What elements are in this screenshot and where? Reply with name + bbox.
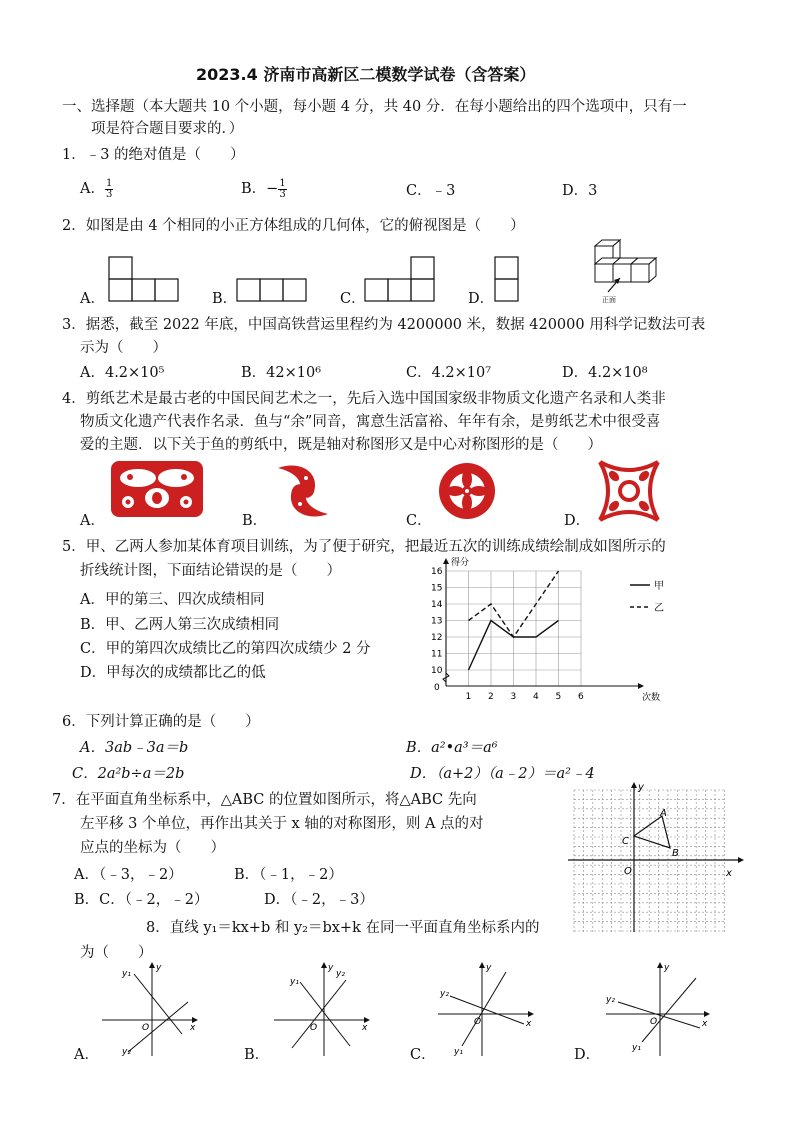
- q7-coordinate-grid: [566, 780, 746, 940]
- q3-option-b: B．42×10⁶: [241, 365, 322, 381]
- q1-b-fraction: [278, 179, 286, 200]
- q8-d-y-label: y: [664, 963, 670, 973]
- page-title: 2023.4 济南市高新区二模数学试卷（含答案）: [196, 65, 536, 84]
- q5-y-tick-label: 15: [431, 583, 443, 594]
- q8-b-y-label: y: [328, 963, 334, 973]
- q4-papercut-b: [270, 458, 336, 524]
- q8-option-d: D．: [574, 1047, 601, 1063]
- q6-option-a: A．3ab﹣3a＝b: [80, 740, 189, 756]
- q7-option-d: D．（﹣2，﹣3）: [264, 892, 374, 908]
- q8-a-y2-label: y₂: [122, 1047, 131, 1057]
- q1-option-c: C．﹣3: [406, 183, 456, 199]
- q7-option-c: B．C．（﹣2，﹣2）: [74, 892, 209, 908]
- q5-option-b: B．甲、乙两人第三次成绩相同: [80, 617, 280, 633]
- q4-option-b: B．: [242, 513, 268, 529]
- q2-option-d: D．: [468, 291, 495, 307]
- q5-legend-label: 甲: [654, 581, 664, 592]
- q7-label-x: x: [726, 868, 732, 879]
- q2-front-label: 正面: [602, 296, 616, 304]
- q8-c-y-label: y: [486, 963, 492, 973]
- q1-stem: 1．﹣3 的绝对值是（ ）: [62, 147, 245, 163]
- q8-graph-d: [604, 962, 714, 1058]
- q8-d-x-label: x: [702, 1019, 708, 1029]
- q8-graph-a: [100, 962, 200, 1058]
- q5-y-tick-label: 12: [431, 633, 443, 643]
- q8-a-x-label: x: [190, 1023, 196, 1033]
- q3-option-d: D．4.2×10⁸: [562, 365, 648, 381]
- q5-line-chart: [416, 554, 668, 704]
- q8-c-origin: O: [474, 1017, 482, 1027]
- q5-x-tick-label: 5: [555, 692, 562, 702]
- q8-a-y1-label: y₁: [122, 969, 131, 979]
- q5-option-c: C．甲的第四次成绩比乙的第四次成绩少 2 分: [80, 641, 371, 657]
- q7-label-y: y: [638, 782, 644, 793]
- q5-y-tick-label: 10: [431, 666, 443, 676]
- q8-d-y1-label: y₁: [632, 1043, 641, 1053]
- q4-papercut-a: [108, 458, 206, 520]
- q5-x-axis-label: 次数: [642, 693, 661, 703]
- q1-a-fraction: [105, 179, 113, 200]
- q2-figure-a: [108, 256, 180, 302]
- q2-figure-d: [494, 256, 520, 302]
- q5-chart-grid: [446, 571, 581, 686]
- q8-b-x-label: x: [362, 1023, 368, 1033]
- q8-d-origin: O: [650, 1017, 658, 1027]
- q8-b-origin: O: [310, 1023, 318, 1033]
- q8-option-a: A．: [74, 1047, 99, 1063]
- q8-option-b: B．: [244, 1047, 270, 1063]
- q7-label-o: O: [624, 866, 632, 877]
- q4-line3: 爱的主题．以下关于鱼的剪纸中，既是轴对称图形又是中心对称图形的是（ ）: [80, 437, 602, 453]
- q6-option-b: B．a²•a³＝a⁶: [406, 740, 498, 756]
- q7-label-c: C: [622, 836, 629, 847]
- q1-option-a: [80, 177, 113, 200]
- q5-origin-label: 0: [434, 683, 440, 693]
- q6-option-d: D．（a+2）（a﹣2）＝a²﹣4: [410, 766, 595, 782]
- q2-stem: 2．如图是由 4 个相同的小正方体组成的几何体，它的俯视图是（ ）: [62, 218, 525, 234]
- q5-x-tick-label: 6: [578, 692, 584, 702]
- q2-option-c: C．: [340, 291, 366, 307]
- q1-option-d: D．3: [562, 183, 598, 199]
- q1-a-label: A．: [80, 181, 105, 197]
- q8-d-y2-label: y₂: [606, 995, 615, 1005]
- q1-b-numerator: 1: [279, 177, 286, 189]
- q1-b-sign: −: [266, 181, 279, 197]
- q8-c-y1-label: y₁: [454, 1047, 463, 1057]
- q7-grid-lines: [574, 790, 724, 932]
- q8-line1: 8．直线 y₁＝kx+b 和 y₂＝bx+k 在同一平面直角坐标系内的: [146, 920, 540, 936]
- q8-b-y1-label: y₁: [290, 977, 299, 987]
- q4-option-a: A．: [80, 513, 105, 529]
- q5-line1: 5．甲、乙两人参加某体育项目训练，为了便于研究，把最近五次的训练成绩绘制成如图所示的: [62, 539, 666, 555]
- q6-option-c: C．2a²b÷a＝2b: [72, 766, 185, 782]
- section-heading-line2: 项是符合题目要求的．）: [91, 121, 244, 137]
- q7-label-b: B: [672, 848, 679, 859]
- q4-line1: 4．剪纸艺术是最古老的中国民间艺术之一，先后入选中国国家级非物质文化遗产名录和人类非: [62, 391, 666, 407]
- q5-x-tick-label: 1: [465, 692, 472, 702]
- q5-y-arrow: [443, 558, 449, 564]
- q5-y-tick-label: 14: [431, 600, 443, 610]
- q7-line2: 左平移 3 个单位，再作出其关于 x 轴的对称图形，则 A 点的对: [80, 816, 484, 832]
- q8-option-c: C．: [410, 1047, 436, 1063]
- q7-option-b: B．（﹣1，﹣2）: [234, 867, 343, 883]
- q1-b-label: B．: [241, 181, 267, 197]
- q5-line2: 折线统计图，下面结论错误的是（ ）: [80, 563, 341, 579]
- q5-y-tick-label: 16: [431, 567, 443, 577]
- q5-option-d: D．甲每次的成绩都比乙的低: [80, 665, 266, 681]
- q5-x-tick-label: 4: [533, 692, 539, 702]
- q7-line3: 应点的坐标为（ ）: [80, 840, 225, 856]
- q3-line1: 3．据悉，截至 2022 年底，中国高铁营运里程约为 4200000 米，数据 420000 用科学记数法可表: [62, 317, 706, 333]
- q4-option-c: C．: [406, 513, 432, 529]
- q8-a-origin: O: [142, 1023, 150, 1033]
- q7-y-arrow: [631, 782, 637, 788]
- q5-y-tick-label: 13: [431, 616, 443, 627]
- q1-a-numerator: 1: [105, 177, 113, 189]
- q1-a-denominator: 3: [105, 188, 113, 200]
- q2-figure-c: [364, 256, 436, 302]
- q7-triangle-abc: [634, 816, 670, 848]
- section-heading-line1: 一、选择题（本大题共 10 个小题，每小题 4 分，共 40 分．在每小题给出的四个选项中，只有一: [62, 99, 687, 115]
- q7-axes: [568, 788, 738, 932]
- q5-option-a: A．甲的第三、四次成绩相同: [80, 592, 265, 608]
- q7-x-arrow: [738, 857, 744, 863]
- q3-option-c: C．4.2×10⁷: [406, 365, 492, 381]
- q7-option-a: A．（﹣3，﹣2）: [74, 867, 183, 883]
- q5-y-axis-label: 得分: [451, 558, 470, 568]
- q5-y-tick-label: 11: [431, 649, 443, 660]
- q4-option-d: D．: [564, 513, 591, 529]
- q3-option-a: A．4.2×10⁵: [80, 365, 165, 381]
- q8-c-y2-label: y₂: [440, 989, 449, 999]
- q5-legend-label: 乙: [654, 603, 664, 614]
- q8-graph-b: [272, 962, 372, 1058]
- q6-stem: 6．下列计算正确的是（ ）: [62, 714, 260, 730]
- q5-chart-legend: [630, 580, 664, 614]
- q2-solid-figure: [590, 236, 664, 306]
- q2-option-b: B．: [212, 291, 238, 307]
- q5-x-tick-label: 2: [488, 692, 494, 702]
- q8-c-x-label: x: [526, 1019, 532, 1029]
- q8-graph-c: [436, 962, 536, 1058]
- q7-label-a: A: [660, 808, 667, 819]
- q8-line2: 为（ ）: [80, 945, 153, 961]
- q5-x-arrow: [638, 683, 644, 689]
- q4-papercut-d: [594, 456, 664, 526]
- q8-b-y2-label: y₂: [336, 969, 345, 979]
- q4-line2: 物质文化遗产代表作名录．鱼与“余”同音，寓意生活富裕、年年有余，是剪纸艺术中很受喜: [80, 414, 661, 430]
- q2-option-a: A．: [80, 291, 105, 307]
- q2-figure-b: [236, 278, 308, 302]
- q1-option-b: [241, 177, 287, 200]
- q4-papercut-c: [434, 458, 500, 524]
- q3-line2: 示为（ ）: [80, 340, 167, 356]
- q7-line1: 7．在平面直角坐标系中，△ABC 的位置如图所示，将△ABC 先向: [52, 792, 477, 808]
- q8-a-y-label: y: [156, 963, 162, 973]
- q5-x-tick-label: 3: [510, 692, 517, 702]
- q1-b-denominator: 3: [279, 188, 286, 200]
